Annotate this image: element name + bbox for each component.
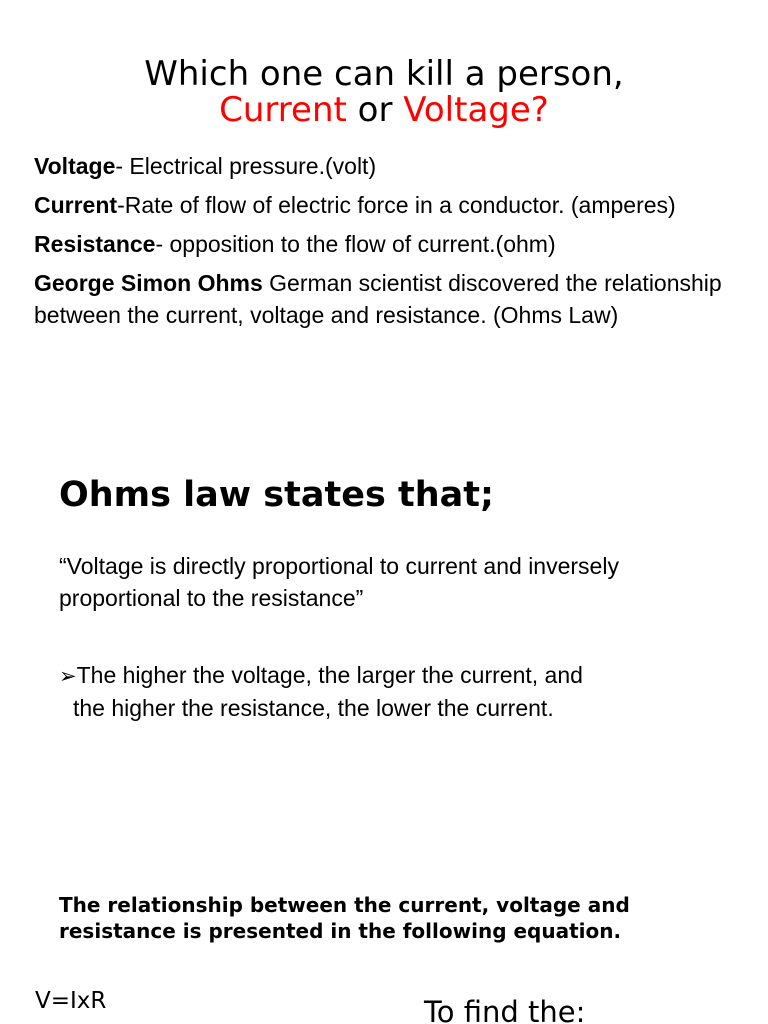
- definition-term: Current: [34, 192, 118, 218]
- relationship-text: The relationship between the current, voltage and resistance is presented in the following equation.: [59, 893, 630, 943]
- equation: V=IxR: [35, 988, 107, 1014]
- definitions-list: [34, 150, 734, 338]
- ohms-law-heading: Ohms law states that;: [59, 475, 494, 515]
- title-line-1: Which one can kill a person,: [144, 54, 624, 94]
- bullet-line-2: the higher the resistance, the lower the current.: [73, 695, 554, 721]
- title-word-voltage: Voltage?: [403, 90, 549, 130]
- definition-term: Resistance: [34, 231, 156, 257]
- page-title: [0, 56, 768, 128]
- bullet-line-1: The higher the voltage, the larger the current, and: [76, 662, 583, 688]
- to-find-heading: To find the:: [424, 995, 586, 1024]
- definition-text: -Rate of flow of electric force in a conductor. (amperes): [117, 192, 676, 218]
- definition-text: German scientist discovered the relationship between the current, voltage and resistance. (Ohms Law): [34, 270, 722, 328]
- title-word-current: Current: [219, 90, 347, 130]
- arrow-bullet-icon: ➢: [59, 664, 77, 688]
- ohms-law-quote: “Voltage is directly proportional to current and inversely proportional to the resistance”: [59, 553, 619, 611]
- title-word-or: or: [346, 90, 404, 130]
- definition-current: [34, 189, 734, 221]
- definition-voltage: [34, 150, 734, 182]
- definition-term: George Simon Ohms: [34, 270, 263, 296]
- definition-text: - Electrical pressure.(volt): [115, 153, 377, 179]
- definition-term: Voltage: [34, 153, 116, 179]
- definition-text: - opposition to the flow of current.(ohm): [155, 231, 556, 257]
- title-line-2: [0, 92, 768, 128]
- definition-george-simon-ohms: [34, 267, 734, 331]
- bullet-item: [59, 659, 749, 724]
- definition-resistance: [34, 228, 734, 260]
